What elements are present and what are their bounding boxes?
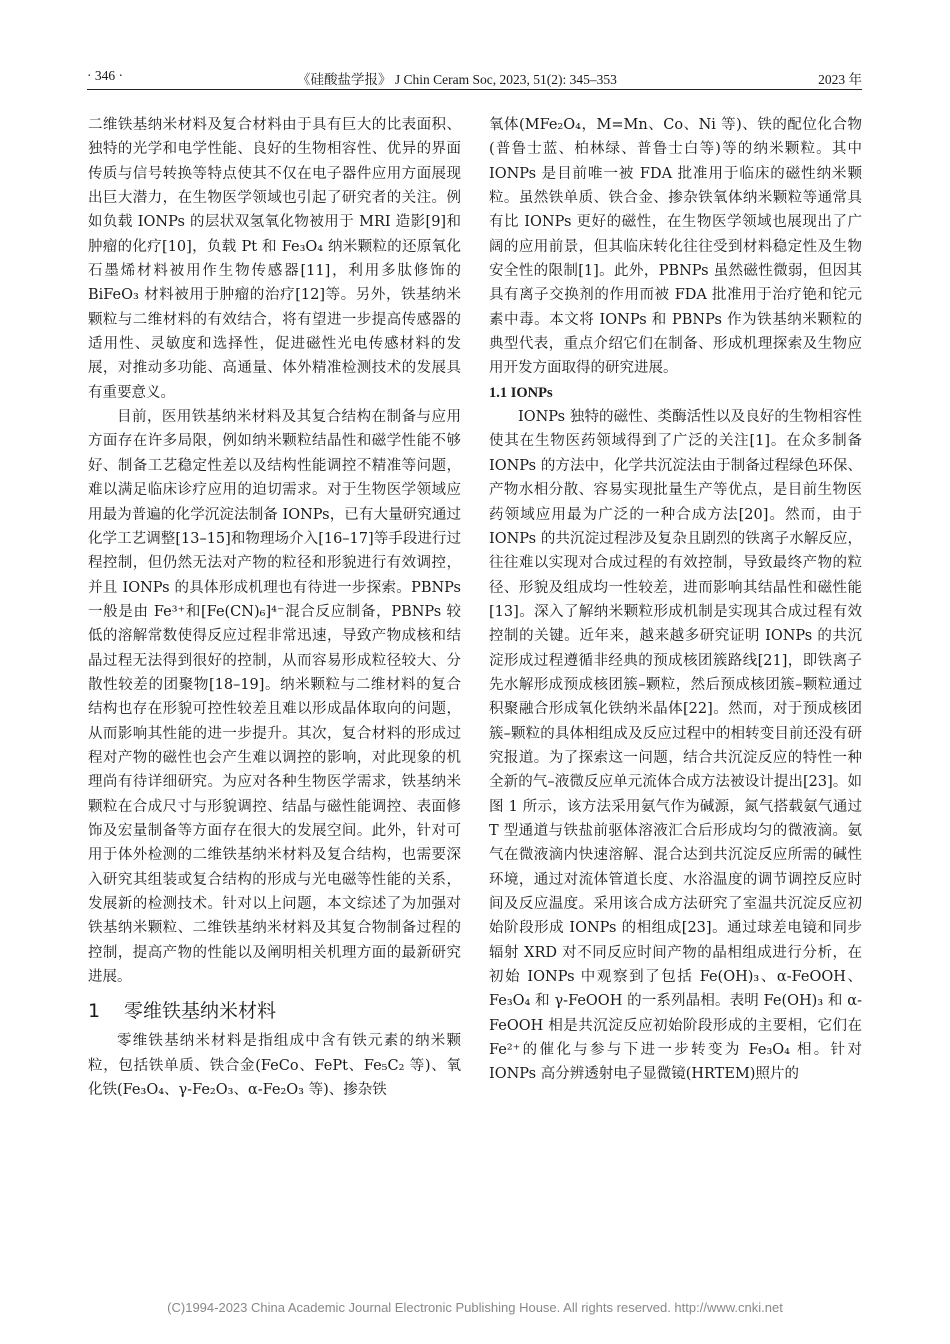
paragraph-nanoparticles: 氧体(MFe₂O₄，M=Mn、Co、Ni 等)、铁的配位化合物(普鲁士蓝、柏林绿、普鲁士白等)等的纳米颗粒。其中 IONPs 是目前唯一被 FDA 批准用于临床的磁性纳米颗粒。虽然铁单质、铁合金、掺杂铁氧体纳米颗粒等通常具有比 IONPs 更好的磁性，在生物医学领域也展现出了广阔的应用前景，但其临床转化往往受到材料稳定性及生物安全性的限制[1]。此外，PBNPs 虽然磁性微弱，但因其具有离子交换剂的作用而被 FDA 批准用于治疗铯和铊元素中毒。本文将 IONPs 和 PBNPs 作为铁基纳米颗粒的典型代表，重点介绍它们在制备、形成机理探索及生物应用开发方面取得的研究进展。 xyxy=(489,117,862,377)
running-header xyxy=(87,68,862,88)
section-number: 1 xyxy=(88,1000,101,1023)
section-title: 零维铁基纳米材料 xyxy=(124,1000,277,1023)
paragraph-2d-materials: 二维铁基纳米材料及复合材料由于具有巨大的比表面积、独特的光学和电学性能、良好的生物相容性、优异的界面传质与信号转换等特点使其不仅在电子器件应用方面展现出巨大潜力，在生物医学领域也引起了研究者的关注。例如负载 IONPs 的层状双氢氧化物被用于 MRI 造影[9]和肿瘤的化疗[10]，负载 Pt 和 Fe₃O₄ 纳米颗粒的还原氧化石墨烯材料被用作生物传感器[11]，利用多肽修饰的 BiFeO₃ 材料被用于肿瘤的治疗[12]等。另外，铁基纳米颗粒与二维材料的有效结合，将有望进一步提高传感器的适用性、灵敏度和选择性，促进磁性光电传感材料的发展，对推动多功能、高通量、体外精准检测技术的发展具有重要意义。 xyxy=(88,117,461,401)
paragraph-zero-dim: 零维铁基纳米材料是指组成中含有铁元素的纳米颗粒，包括铁单质、铁合金(FeCo、FePt、Fe₅C₂ 等)、氧化铁(Fe₃O₄、γ-Fe₂O₃、α-Fe₂O₃ 等)、掺杂铁 xyxy=(88,1033,461,1099)
paragraph-limitations: 目前，医用铁基纳米材料及其复合结构在制备与应用方面存在许多局限，例如纳米颗粒结晶性和磁学性能不够好、制备工艺稳定性差以及结构性能调控不精准等问题，难以满足临床诊疗应用的迫切需求。对于生物医学领域应用最为普遍的化学沉淀法制备 IONPs，已有大量研究通过化学工艺调整[13–15]和物理场介入[16–17]等手段进行过程控制，但仍然无法对产物的粒径和形貌进行有效调控，并且 IONPs 的具体形成机理也有待进一步探索。PBNPs 一般是由 Fe³⁺和[Fe(CN)₆]⁴⁻混合反应制备，PBNPs 较低的溶解常数使得反应过程非常迅速，导致产物成核和结晶过程无法得到很好的控制，从而容易形成粒径较大、分散性较差的团聚物[18–19]。纳米颗粒与二维材料的复合结构也存在形貌可控性较差且难以形成晶体取向的问题，从而影响其性能的进一步提升。其次，复合材料的形成过程对产物的磁性也会产生难以调控的影响，对此现象的机理尚有待详细研究。为应对各种生物医学需求，铁基纳米颗粒在合成尺寸与形貌调控、结晶与磁性能调控、表面修饰及宏量制备等方面存在很大的发展空间。此外，针对可用于体外检测的二维铁基纳米材料及复合结构，也需要深入研究其组装或复合结构的形成与光电磁等性能的关系，发展新的检测技术。针对以上问题，本文综述了为加强对铁基纳米颗粒、二维铁基纳米材料及其复合物制备过程的控制，提高产物的性能以及阐明相关机理方面的最新研究进展。 xyxy=(88,409,461,986)
paragraph-ionps: IONPs 独特的磁性、类酶活性以及良好的生物相容性使其在生物医药领域得到了广泛的关注[1]。在众多制备 IONPs 的方法中，化学共沉淀法由于制备过程绿色环保、产物水相分散、容易实现批量生产等优点，是目前生物医药领域应用最为广泛的一种合成方法[20]。然而，由于 IONPs 的共沉淀过程涉及复杂且剧烈的铁离子水解反应，往往难以实现对合成过程的有效控制，导致最终产物的粒径、形貌及组成均一性较差，进而影响其结晶性和磁性能[13]。深入了解纳米颗粒形成机制是实现其合成过程有效控制的关键。近年来，越来越多研究证明 IONPs 的共沉淀形成过程遵循非经典的预成核团簇路线[21]，即铁离子先水解形成预成核团簇–颗粒，然后预成核团簇–颗粒通过积聚融合形成氧化铁纳米晶体[22]。然而，对于预成核团簇–颗粒的具体相组成及反应过程中的相转变目前还没有研究报道。为了探索这一问题，结合共沉淀反应的特性一种全新的气–液微反应单元流体合成方法被设计提出[23]。如图 1 所示，该方法采用氨气作为碱源，氮气搭载氨气通过 T 型通道与铁盐前驱体溶液汇合后形成均匀的微液滴。氨气在微液滴内快速溶解、混合达到共沉淀反应所需的碱性环境，通过对流体管道长度、水浴温度的调节调控反应时间及反应温度。采用该合成方法研究了室温共沉淀反应初始阶段形成 IONPs 的相组成[23]。通过球差电镜和同步辐射 XRD 对不同反应时间产物的晶相组成进行分析，在初始 IONPs 中观察到了包括 Fe(OH)₃、α-FeOOH、Fe₃O₄ 和 γ-FeOOH 的一系列晶相。表明 Fe(OH)₃ 和 α-FeOOH 相是共沉淀反应初始阶段形成的主要相，它们在 Fe²⁺的催化与参与下进一步转变为 Fe₃O₄ 相。针对 IONPs 高分辨透射电子显微镜(HRTEM)照片的 xyxy=(489,409,862,1083)
subsection-heading: 1.1 IONPs xyxy=(489,384,553,401)
left-column xyxy=(88,113,461,1102)
right-column xyxy=(489,113,862,1087)
header-rule xyxy=(87,89,862,90)
section-heading xyxy=(88,997,461,1025)
journal-citation: 《硅酸盐学报》 J Chin Ceram Soc, 2023, 51(2): 345–353 xyxy=(297,72,617,87)
header-year: 2023 年 xyxy=(818,72,862,87)
page-number: · 346 · xyxy=(87,68,123,83)
copyright-footer: (C)1994-2023 China Academic Journal Electronic Publishing House. All rights reserved. http://www.cnki.net xyxy=(167,1300,783,1315)
